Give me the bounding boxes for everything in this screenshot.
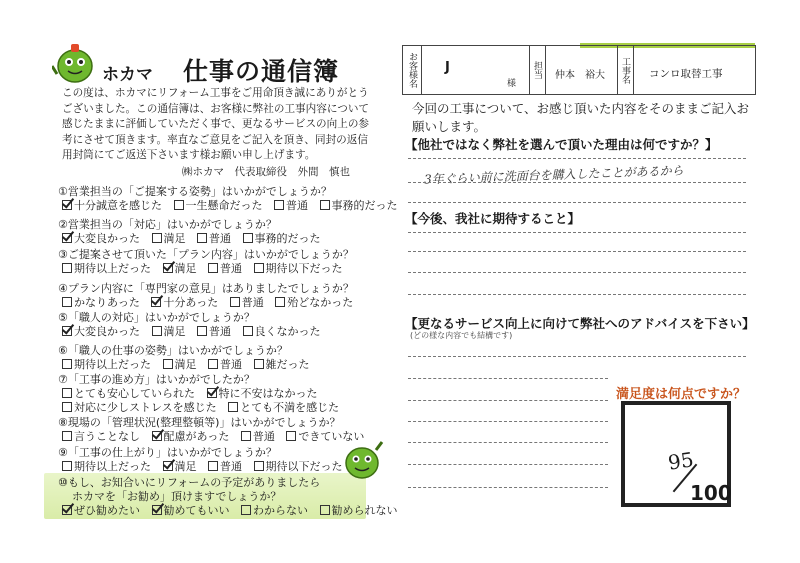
checkbox[interactable] (254, 359, 264, 369)
score-value: 95 (666, 447, 695, 475)
checkbox[interactable] (208, 263, 218, 273)
option[interactable] (62, 325, 140, 338)
option[interactable] (62, 262, 151, 275)
checkbox-checked[interactable] (151, 297, 161, 307)
option[interactable] (320, 504, 398, 517)
section-expect-heading: 【今後、我社に期待すること】 (405, 211, 581, 226)
option-label: 勧められない (331, 504, 398, 517)
option-label: とても不満を感じた (240, 401, 340, 414)
signature: ㈱ホカマ 代表取締役 外間 慎也 (182, 166, 350, 178)
option-label: 普通 (209, 232, 231, 245)
question-text: ④プラン内容に「専門家の意見」はありましたでしょうか？ (58, 282, 354, 295)
checkbox[interactable] (241, 505, 251, 515)
option-label: 期待以上だった (74, 262, 151, 275)
option[interactable] (152, 232, 186, 245)
answer-line (408, 487, 608, 488)
option-label: 普通 (209, 325, 231, 338)
option[interactable] (62, 460, 151, 473)
option[interactable] (241, 430, 275, 443)
option[interactable] (207, 387, 318, 400)
option-label: 普通 (220, 460, 242, 473)
option-label: 事務的だった (254, 232, 321, 245)
checkbox[interactable] (275, 297, 285, 307)
answer-line (408, 442, 608, 443)
option[interactable] (208, 358, 242, 371)
checkbox[interactable] (320, 505, 330, 515)
option[interactable] (208, 262, 242, 275)
option[interactable] (62, 358, 151, 371)
honorific: 様 (507, 79, 517, 89)
option-label: 大変良かった (74, 232, 140, 245)
checkbox[interactable] (197, 233, 207, 243)
option[interactable] (62, 504, 140, 517)
section-reason-heading: 【他社ではなく弊社を選んで頂いた理由は何ですか？】 (405, 137, 718, 152)
checkbox-checked[interactable] (62, 200, 72, 210)
option-label: かなりあった (74, 296, 140, 309)
customer-cell (421, 46, 530, 94)
checkbox[interactable] (230, 297, 240, 307)
customer-info-table (402, 45, 756, 95)
question-text: ①営業担当の「ご提案する姿勢」はいかがでしょうか？ (58, 185, 332, 198)
question-text: ⑩もし、お知合いにリフォームの予定がありましたら (58, 476, 321, 489)
answer-line (408, 400, 608, 401)
checkbox[interactable] (243, 326, 253, 336)
question-text: ②営業担当の「対応」はいかがでしょうか？ (58, 218, 277, 231)
answer-line (408, 232, 746, 233)
option-label: できていない (298, 430, 365, 443)
checkbox-checked[interactable] (152, 431, 162, 441)
checkbox[interactable] (62, 263, 72, 273)
checkbox[interactable] (62, 402, 72, 412)
checkbox-checked[interactable] (62, 233, 72, 243)
option-label: 普通 (220, 358, 242, 371)
answer-line (408, 356, 746, 357)
option-label: 満足 (174, 262, 197, 275)
checkbox-checked[interactable] (62, 505, 72, 515)
question-text: ⑦「工事の進め方」はいかがでしたか？ (58, 373, 255, 386)
option-label: 言うことなし (74, 430, 140, 443)
checkbox-checked[interactable] (152, 505, 162, 515)
score-max: 100 (690, 481, 732, 505)
answer-line (408, 202, 746, 203)
checkbox[interactable] (62, 388, 72, 398)
checkbox-checked[interactable] (163, 263, 173, 273)
checkbox[interactable] (62, 461, 72, 471)
option-label: わからない (253, 504, 308, 517)
question-text: ③ご提案させて頂いた「プラン内容」はいかがでしょうか？ (58, 248, 354, 261)
option[interactable] (243, 325, 321, 338)
question-10 (58, 476, 398, 518)
score-heading: 満足度は何点ですか？ (616, 387, 747, 402)
option-label: 雑だった (265, 358, 310, 371)
checkbox[interactable] (152, 326, 162, 336)
option[interactable] (62, 296, 140, 309)
question-6 (58, 344, 378, 372)
work-name: コンロ取替工事 (649, 68, 723, 80)
checkbox[interactable] (320, 200, 330, 210)
checkbox[interactable] (62, 359, 72, 369)
answer-line (408, 378, 608, 379)
checkbox[interactable] (163, 359, 173, 369)
option-label: 十分あった (163, 296, 219, 309)
checkbox[interactable] (152, 233, 162, 243)
mascot-icon (340, 438, 384, 482)
option[interactable] (62, 430, 140, 443)
option[interactable] (228, 401, 339, 414)
option[interactable] (163, 460, 197, 473)
option-label: 勧めてもいい (163, 504, 230, 517)
checkbox[interactable] (62, 297, 72, 307)
option-label: 十分誠意を感じた (74, 199, 162, 212)
rep-name: 仲本 裕大 (555, 70, 605, 81)
checkbox[interactable] (241, 431, 251, 441)
option-label: 期待以下だった (265, 262, 343, 275)
checkbox[interactable] (274, 200, 284, 210)
option[interactable] (62, 232, 140, 245)
option-label: ぜひ勧めたい (74, 504, 140, 517)
checkbox[interactable] (254, 263, 264, 273)
option-label: 大変良かった (74, 325, 140, 338)
option-label: 殆どなかった (287, 296, 354, 309)
checkbox[interactable] (208, 461, 218, 471)
question-3 (58, 248, 378, 276)
option[interactable] (62, 199, 162, 212)
checkbox[interactable] (174, 200, 184, 210)
option-label: 良くなかった (254, 325, 321, 338)
option[interactable] (274, 199, 308, 212)
option[interactable] (163, 262, 197, 275)
option[interactable] (152, 504, 230, 517)
option[interactable] (320, 199, 398, 212)
rep-cell (545, 46, 618, 94)
option[interactable] (174, 199, 263, 212)
option-label: 配慮があった (163, 430, 230, 443)
answer-line (408, 272, 746, 273)
option-label: 対応に少しストレスを感じた (74, 401, 217, 414)
handwritten-answer: 3年ぐらい前に洗面台を購入したことがあるから (423, 163, 684, 187)
question-9 (58, 446, 378, 474)
option[interactable] (62, 401, 217, 414)
question-2 (58, 218, 378, 246)
checkbox[interactable] (62, 431, 72, 441)
option[interactable] (254, 460, 343, 473)
customer-label: お客様名 (403, 46, 422, 94)
option-label: 事務的だった (331, 199, 398, 212)
mascot-logo-icon (52, 40, 98, 86)
question-5 (58, 311, 378, 339)
option[interactable] (197, 325, 231, 338)
advice-note: (どの様な内容でも結構です) (410, 331, 513, 340)
question-1 (58, 185, 398, 213)
option-label: とても安心していられた (74, 387, 195, 400)
option[interactable] (163, 358, 197, 371)
answer-line (408, 421, 608, 422)
option[interactable] (208, 460, 242, 473)
question-8 (58, 416, 378, 444)
option[interactable] (254, 358, 310, 371)
checkbox[interactable] (208, 359, 218, 369)
checkbox-checked[interactable] (62, 326, 72, 336)
option-label: 普通 (252, 430, 275, 443)
option[interactable] (254, 262, 343, 275)
section-advice-heading: 【更なるサービス向上に向けて弊社へのアドバイスを下さい】 (405, 316, 755, 331)
question-text-2: ホカマを「お勧め」頂けますでしょうか？ (72, 490, 282, 503)
option-label: 満足 (163, 325, 186, 338)
option[interactable] (243, 232, 321, 245)
question-text: ⑧現場の「管理状況(整理整頓等)」はいかがでしょうか？ (58, 416, 341, 429)
option-label: 満足 (174, 460, 197, 473)
answer-line (408, 182, 746, 183)
option[interactable] (152, 430, 230, 443)
option-label: 期待以上だった (74, 460, 151, 473)
question-text: ⑥「職人の仕事の姿勢」はいかがでしょうか？ (58, 344, 288, 357)
question-7 (58, 373, 378, 415)
question-4 (58, 282, 378, 310)
option[interactable] (197, 232, 231, 245)
option-label: 普通 (286, 199, 308, 212)
checkbox-checked[interactable] (163, 461, 173, 471)
option-label: 満足 (174, 358, 197, 371)
option[interactable] (62, 387, 195, 400)
answer-line (408, 158, 746, 159)
intro-paragraph: この度は、ホカマにリフォーム工事をご用命頂き誠にありがとうございました。この通信簿は、お客様に弊社の工事内容について感じたままに評価していただく事で、更なるサービスの向上の参考にさせて頂きます。率直なご意見をご記入を頂き、同封の返信用封筒にてご返送下さいます様お願い申し上げます。 (62, 87, 370, 162)
option-label: 普通 (241, 296, 264, 309)
option[interactable] (230, 296, 264, 309)
option[interactable] (241, 504, 308, 517)
checkbox[interactable] (254, 461, 264, 471)
option-label: 期待以上だった (74, 358, 151, 371)
checkbox[interactable] (286, 431, 296, 441)
brand-name: ホカマ (102, 65, 153, 85)
page-title: 仕事の通信簿 (183, 57, 340, 86)
customer-name: J (445, 60, 450, 75)
option-label: 普通 (220, 262, 242, 275)
answer-line (408, 464, 608, 465)
checkbox[interactable] (197, 326, 207, 336)
checkbox[interactable] (228, 402, 238, 412)
question-text: ⑤「職人の対応」はいかがでしょうか？ (58, 311, 255, 324)
answer-line (408, 294, 746, 295)
option-label: 満足 (163, 232, 186, 245)
question-text: ⑨「工事の仕上がり」はいかがでしょうか？ (58, 446, 277, 459)
option-label: 一生懸命だった (185, 199, 263, 212)
rep-label: 担当 (529, 46, 546, 94)
work-label: 工事名 (617, 46, 634, 94)
option-label: 特に不安はなかった (218, 387, 318, 400)
option-label: 期待以下だった (265, 460, 343, 473)
option[interactable] (152, 325, 186, 338)
answer-line (408, 251, 746, 252)
instructions: 今回の工事について、お感じ頂いた内容をそのままご記入お願いします。 (412, 101, 750, 134)
checkbox-checked[interactable] (207, 388, 217, 398)
work-cell (633, 46, 755, 94)
option[interactable] (151, 296, 218, 309)
option[interactable] (275, 296, 353, 309)
checkbox[interactable] (243, 233, 253, 243)
